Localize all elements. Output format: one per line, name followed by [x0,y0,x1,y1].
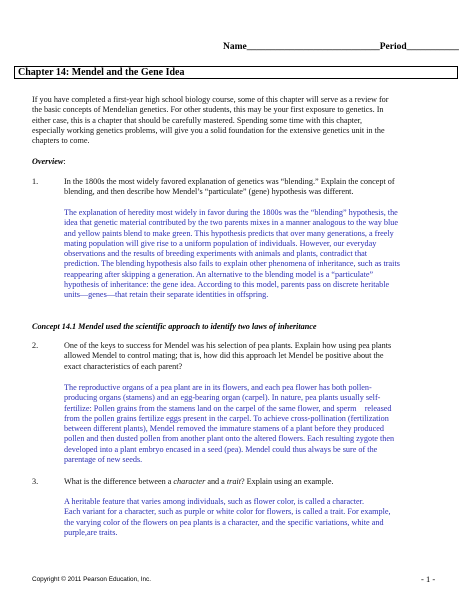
intro-line: either case, this is a chapter that should be carefully mastered. Spending some time with this chapter, [32,115,363,125]
answer-line: hypothesis of inheritance: the gene idea. According to this model, parents pass on discrete heritable [64,280,390,290]
overview-heading [32,157,66,166]
copyright-footer: Copyright © 2011 Pearson Education, Inc. [32,576,151,583]
answer-line: mating population will give rise to a uniform population of individuals. However, our everyday [64,238,377,248]
question-fragment: and a [205,477,227,486]
question-fragment: ? Explain using an example. [240,477,334,486]
answer-1-text [64,208,400,301]
answer-line: Each variant for a character, such as purple or white color for flowers, is called a trait. For example, [64,507,391,517]
answer-line: A heritable feature that varies among individuals, such as flower color, is called a character. [64,497,364,506]
answer-line: producing organs (stamens) and an egg-bearing organ (carpel). In nature, pea plants usually self- [64,393,381,403]
answer-line: prediction. The blending hypothesis also fails to explain other phenomena of inheritance, such as traits [64,259,400,269]
answer-line: the varying color of the flowers on pea plants is a character, and the specific variations, white and [64,517,384,527]
name-period-line: Name____________________________Period___________ [223,42,459,52]
answer-line: idea that genetic material contributed by the two parents mixes in a manner analogous to the way blue [64,218,398,228]
intro-paragraph [32,95,389,146]
overview-colon: : [63,157,66,166]
concept-heading: Concept 14.1 Mendel used the scientific approach to identify two laws of inheritance [32,322,317,331]
answer-line: between different plants), Mendel removed the immature stamens of a plant before they produced [64,424,384,434]
intro-line: chapters to come. [32,136,90,146]
answer-2-text [64,383,394,465]
question-term-character: character [173,477,206,486]
answer-line: fertilize: Pollen grains from the stamens land on the carpel of the same flower, and sperm released [64,403,392,413]
answer-line: reappearing after skipping a generation. An alternative to the blending model is a “particulate” [64,269,374,279]
question-term-trait: trait [226,477,241,486]
question-1-number: 1. [32,177,39,186]
answer-line: The explanation of heredity most widely in favor during the 1800s was the “blending” hypothesis, the [64,208,398,217]
answer-line: parentage of new seeds. [64,455,143,465]
question-2-text [64,341,391,372]
question-3-number: 3. [32,477,39,486]
chapter-title: Chapter 14: Mendel and the Gene Idea [18,67,185,78]
answer-line: observations and the results of breeding experiments with animals and plants, contradict that [64,249,368,259]
question-line: allowed Mendel to control mating; that is, how did this approach let Mendel be positive about the [64,351,384,361]
page-number: - 1 - [421,574,436,584]
intro-line: the basic concepts of Mendelian genetics. For other students, this may be your first exposure to genetics. In [32,105,384,115]
question-line: exact characteristics of each parent? [64,361,183,371]
answer-3-text [64,497,391,538]
question-fragment: What is the difference between a [64,477,174,486]
question-line: In the 1800s the most widely favored explanation of genetics was “blending.” Explain the concept of [64,177,395,186]
answer-line: purple,are traits. [64,527,118,537]
intro-line: especially working genetics problems, will give you a solid foundation for the extensive genetics unit in the [32,125,385,135]
answer-line: The reproductive organs of a pea plant are in its flowers, and each pea flower has both pollen- [64,383,372,392]
answer-line: units—genes—that retain their separate identities in offspring. [64,290,269,300]
overview-label: Overview [32,157,64,166]
question-2-number: 2. [32,341,39,350]
question-3-text [64,477,334,487]
answer-line: developed into a plant embryo encased in a seed (pea). Mendel could thus always be sure of the [64,444,378,454]
question-line: One of the keys to success for Mendel was his selection of pea plants. Explain how using pea plants [64,341,392,350]
answer-line: from the pollen grains fertilize eggs present in the carpel. To achieve cross-pollination (fertilization [64,413,389,423]
answer-line: pollen and then dusted pollen from another plant onto the altered flowers. Each resulting zygote then [64,434,395,444]
answer-line: and yellow paints blend to make green. This hypothesis predicts that over many generations, a freely [64,228,394,238]
question-line: blending, and then describe how Mendel’s “particulate” (gene) hypothesis was different. [64,187,354,197]
question-1-text [64,177,395,198]
intro-line: If you have completed a first-year high school biology course, some of this chapter will serve as a review for [32,95,389,104]
